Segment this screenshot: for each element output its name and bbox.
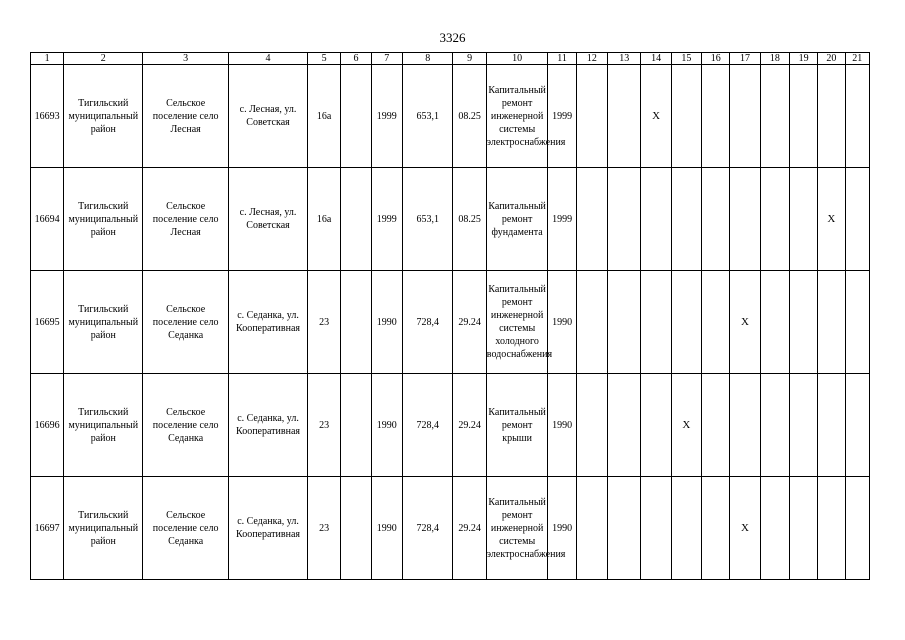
column-6-cell bbox=[341, 65, 371, 168]
work-mark-cell-14 bbox=[641, 271, 671, 374]
column-header-6: 6 bbox=[341, 53, 371, 65]
work-mark-cell-14 bbox=[641, 477, 671, 580]
work-mark-cell-17: X bbox=[730, 477, 760, 580]
work-mark-cell-18 bbox=[760, 477, 789, 580]
work-mark-cell-19 bbox=[789, 168, 817, 271]
house-number-cell: 16а bbox=[307, 65, 340, 168]
column-header-12: 12 bbox=[576, 53, 607, 65]
address-cell: с. Лесная, ул. Советская bbox=[229, 65, 308, 168]
column-9-cell: 29.24 bbox=[453, 271, 486, 374]
work-type-cell: Капитальный ремонт инженерной системы холодного водоснабжения bbox=[486, 271, 548, 374]
column-6-cell bbox=[341, 271, 371, 374]
column-11-cell: 1990 bbox=[548, 271, 576, 374]
work-mark-cell-20 bbox=[818, 271, 845, 374]
column-number-row bbox=[31, 53, 870, 65]
area-cell: 653,1 bbox=[402, 168, 453, 271]
house-number-cell: 23 bbox=[307, 477, 340, 580]
work-mark-cell-15 bbox=[671, 271, 701, 374]
record-id-cell: 16694 bbox=[31, 168, 64, 271]
work-mark-cell-20: X bbox=[818, 168, 845, 271]
work-mark-cell-18 bbox=[760, 168, 789, 271]
work-mark-cell-14 bbox=[641, 168, 671, 271]
work-mark-cell-19 bbox=[789, 65, 817, 168]
record-id-cell: 16695 bbox=[31, 271, 64, 374]
work-mark-cell-12 bbox=[576, 477, 607, 580]
house-number-cell: 23 bbox=[307, 374, 340, 477]
column-header-7: 7 bbox=[371, 53, 402, 65]
column-11-cell: 1990 bbox=[548, 374, 576, 477]
work-mark-cell-12 bbox=[576, 374, 607, 477]
house-number-cell: 16а bbox=[307, 168, 340, 271]
address-cell: с. Седанка, ул. Кооперативная bbox=[229, 374, 308, 477]
year-cell: 1990 bbox=[371, 271, 402, 374]
table-row bbox=[31, 477, 870, 580]
column-9-cell: 29.24 bbox=[453, 477, 486, 580]
work-mark-cell-20 bbox=[818, 65, 845, 168]
column-header-9: 9 bbox=[453, 53, 486, 65]
column-header-3: 3 bbox=[143, 53, 229, 65]
work-mark-cell-15 bbox=[671, 168, 701, 271]
house-number-cell: 23 bbox=[307, 271, 340, 374]
work-mark-cell-13 bbox=[608, 374, 641, 477]
column-header-10: 10 bbox=[486, 53, 548, 65]
column-11-cell: 1999 bbox=[548, 168, 576, 271]
work-mark-cell-16 bbox=[702, 168, 730, 271]
work-mark-cell-13 bbox=[608, 168, 641, 271]
column-header-17: 17 bbox=[730, 53, 760, 65]
column-header-15: 15 bbox=[671, 53, 701, 65]
column-11-cell: 1999 bbox=[548, 65, 576, 168]
table-body bbox=[31, 65, 870, 580]
work-mark-cell-12 bbox=[576, 271, 607, 374]
year-cell: 1999 bbox=[371, 168, 402, 271]
table-row bbox=[31, 374, 870, 477]
work-mark-cell-14 bbox=[641, 374, 671, 477]
record-id-cell: 16696 bbox=[31, 374, 64, 477]
area-cell: 728,4 bbox=[402, 374, 453, 477]
column-6-cell bbox=[341, 477, 371, 580]
work-mark-cell-12 bbox=[576, 65, 607, 168]
table-row bbox=[31, 168, 870, 271]
year-cell: 1999 bbox=[371, 65, 402, 168]
work-mark-cell-20 bbox=[818, 477, 845, 580]
column-header-1: 1 bbox=[31, 53, 64, 65]
address-cell: с. Лесная, ул. Советская bbox=[229, 168, 308, 271]
area-cell: 653,1 bbox=[402, 65, 453, 168]
settlement-cell: Сельское поселение село Седанка bbox=[143, 477, 229, 580]
column-header-18: 18 bbox=[760, 53, 789, 65]
column-header-8: 8 bbox=[402, 53, 453, 65]
work-mark-cell-13 bbox=[608, 65, 641, 168]
table-row bbox=[31, 271, 870, 374]
column-header-4: 4 bbox=[229, 53, 308, 65]
work-type-cell: Капитальный ремонт фундамента bbox=[486, 168, 548, 271]
column-11-cell: 1990 bbox=[548, 477, 576, 580]
settlement-cell: Сельское поселение село Седанка bbox=[143, 271, 229, 374]
work-mark-cell-13 bbox=[608, 271, 641, 374]
work-mark-cell-13 bbox=[608, 477, 641, 580]
work-mark-cell-18 bbox=[760, 271, 789, 374]
address-cell: с. Седанка, ул. Кооперативная bbox=[229, 271, 308, 374]
work-mark-cell-16 bbox=[702, 271, 730, 374]
district-cell: Тигильский муниципальный район bbox=[64, 168, 143, 271]
column-header-13: 13 bbox=[608, 53, 641, 65]
work-mark-cell-19 bbox=[789, 374, 817, 477]
work-mark-cell-21 bbox=[845, 477, 869, 580]
column-header-11: 11 bbox=[548, 53, 576, 65]
work-mark-cell-17 bbox=[730, 65, 760, 168]
column-header-20: 20 bbox=[818, 53, 845, 65]
work-mark-cell-15: X bbox=[671, 374, 701, 477]
column-header-16: 16 bbox=[702, 53, 730, 65]
work-mark-cell-19 bbox=[789, 477, 817, 580]
work-mark-cell-16 bbox=[702, 477, 730, 580]
work-mark-cell-15 bbox=[671, 65, 701, 168]
work-type-cell: Капитальный ремонт крыши bbox=[486, 374, 548, 477]
work-mark-cell-21 bbox=[845, 271, 869, 374]
table-row bbox=[31, 65, 870, 168]
column-6-cell bbox=[341, 374, 371, 477]
work-mark-cell-15 bbox=[671, 477, 701, 580]
column-header-14: 14 bbox=[641, 53, 671, 65]
column-6-cell bbox=[341, 168, 371, 271]
work-mark-cell-20 bbox=[818, 374, 845, 477]
work-mark-cell-17: X bbox=[730, 271, 760, 374]
register-table bbox=[30, 52, 870, 580]
work-mark-cell-14: X bbox=[641, 65, 671, 168]
page-number: 3326 bbox=[439, 30, 466, 45]
column-9-cell: 08.25 bbox=[453, 65, 486, 168]
column-header-2: 2 bbox=[64, 53, 143, 65]
settlement-cell: Сельское поселение село Лесная bbox=[143, 168, 229, 271]
work-type-cell: Капитальный ремонт инженерной системы электроснабжения bbox=[486, 477, 548, 580]
settlement-cell: Сельское поселение село Седанка bbox=[143, 374, 229, 477]
column-header-5: 5 bbox=[307, 53, 340, 65]
work-mark-cell-19 bbox=[789, 271, 817, 374]
column-header-21: 21 bbox=[845, 53, 869, 65]
work-mark-cell-21 bbox=[845, 65, 869, 168]
address-cell: с. Седанка, ул. Кооперативная bbox=[229, 477, 308, 580]
work-mark-cell-16 bbox=[702, 374, 730, 477]
work-mark-cell-18 bbox=[760, 65, 789, 168]
settlement-cell: Сельское поселение село Лесная bbox=[143, 65, 229, 168]
district-cell: Тигильский муниципальный район bbox=[64, 374, 143, 477]
district-cell: Тигильский муниципальный район bbox=[64, 65, 143, 168]
work-type-cell: Капитальный ремонт инженерной системы электроснабжения bbox=[486, 65, 548, 168]
work-mark-cell-18 bbox=[760, 374, 789, 477]
work-mark-cell-16 bbox=[702, 65, 730, 168]
column-9-cell: 08.25 bbox=[453, 168, 486, 271]
work-mark-cell-21 bbox=[845, 168, 869, 271]
record-id-cell: 16693 bbox=[31, 65, 64, 168]
area-cell: 728,4 bbox=[402, 271, 453, 374]
work-mark-cell-12 bbox=[576, 168, 607, 271]
year-cell: 1990 bbox=[371, 374, 402, 477]
work-mark-cell-17 bbox=[730, 168, 760, 271]
column-9-cell: 29.24 bbox=[453, 374, 486, 477]
district-cell: Тигильский муниципальный район bbox=[64, 271, 143, 374]
record-id-cell: 16697 bbox=[31, 477, 64, 580]
district-cell: Тигильский муниципальный район bbox=[64, 477, 143, 580]
work-mark-cell-21 bbox=[845, 374, 869, 477]
column-header-19: 19 bbox=[789, 53, 817, 65]
work-mark-cell-17 bbox=[730, 374, 760, 477]
area-cell: 728,4 bbox=[402, 477, 453, 580]
year-cell: 1990 bbox=[371, 477, 402, 580]
